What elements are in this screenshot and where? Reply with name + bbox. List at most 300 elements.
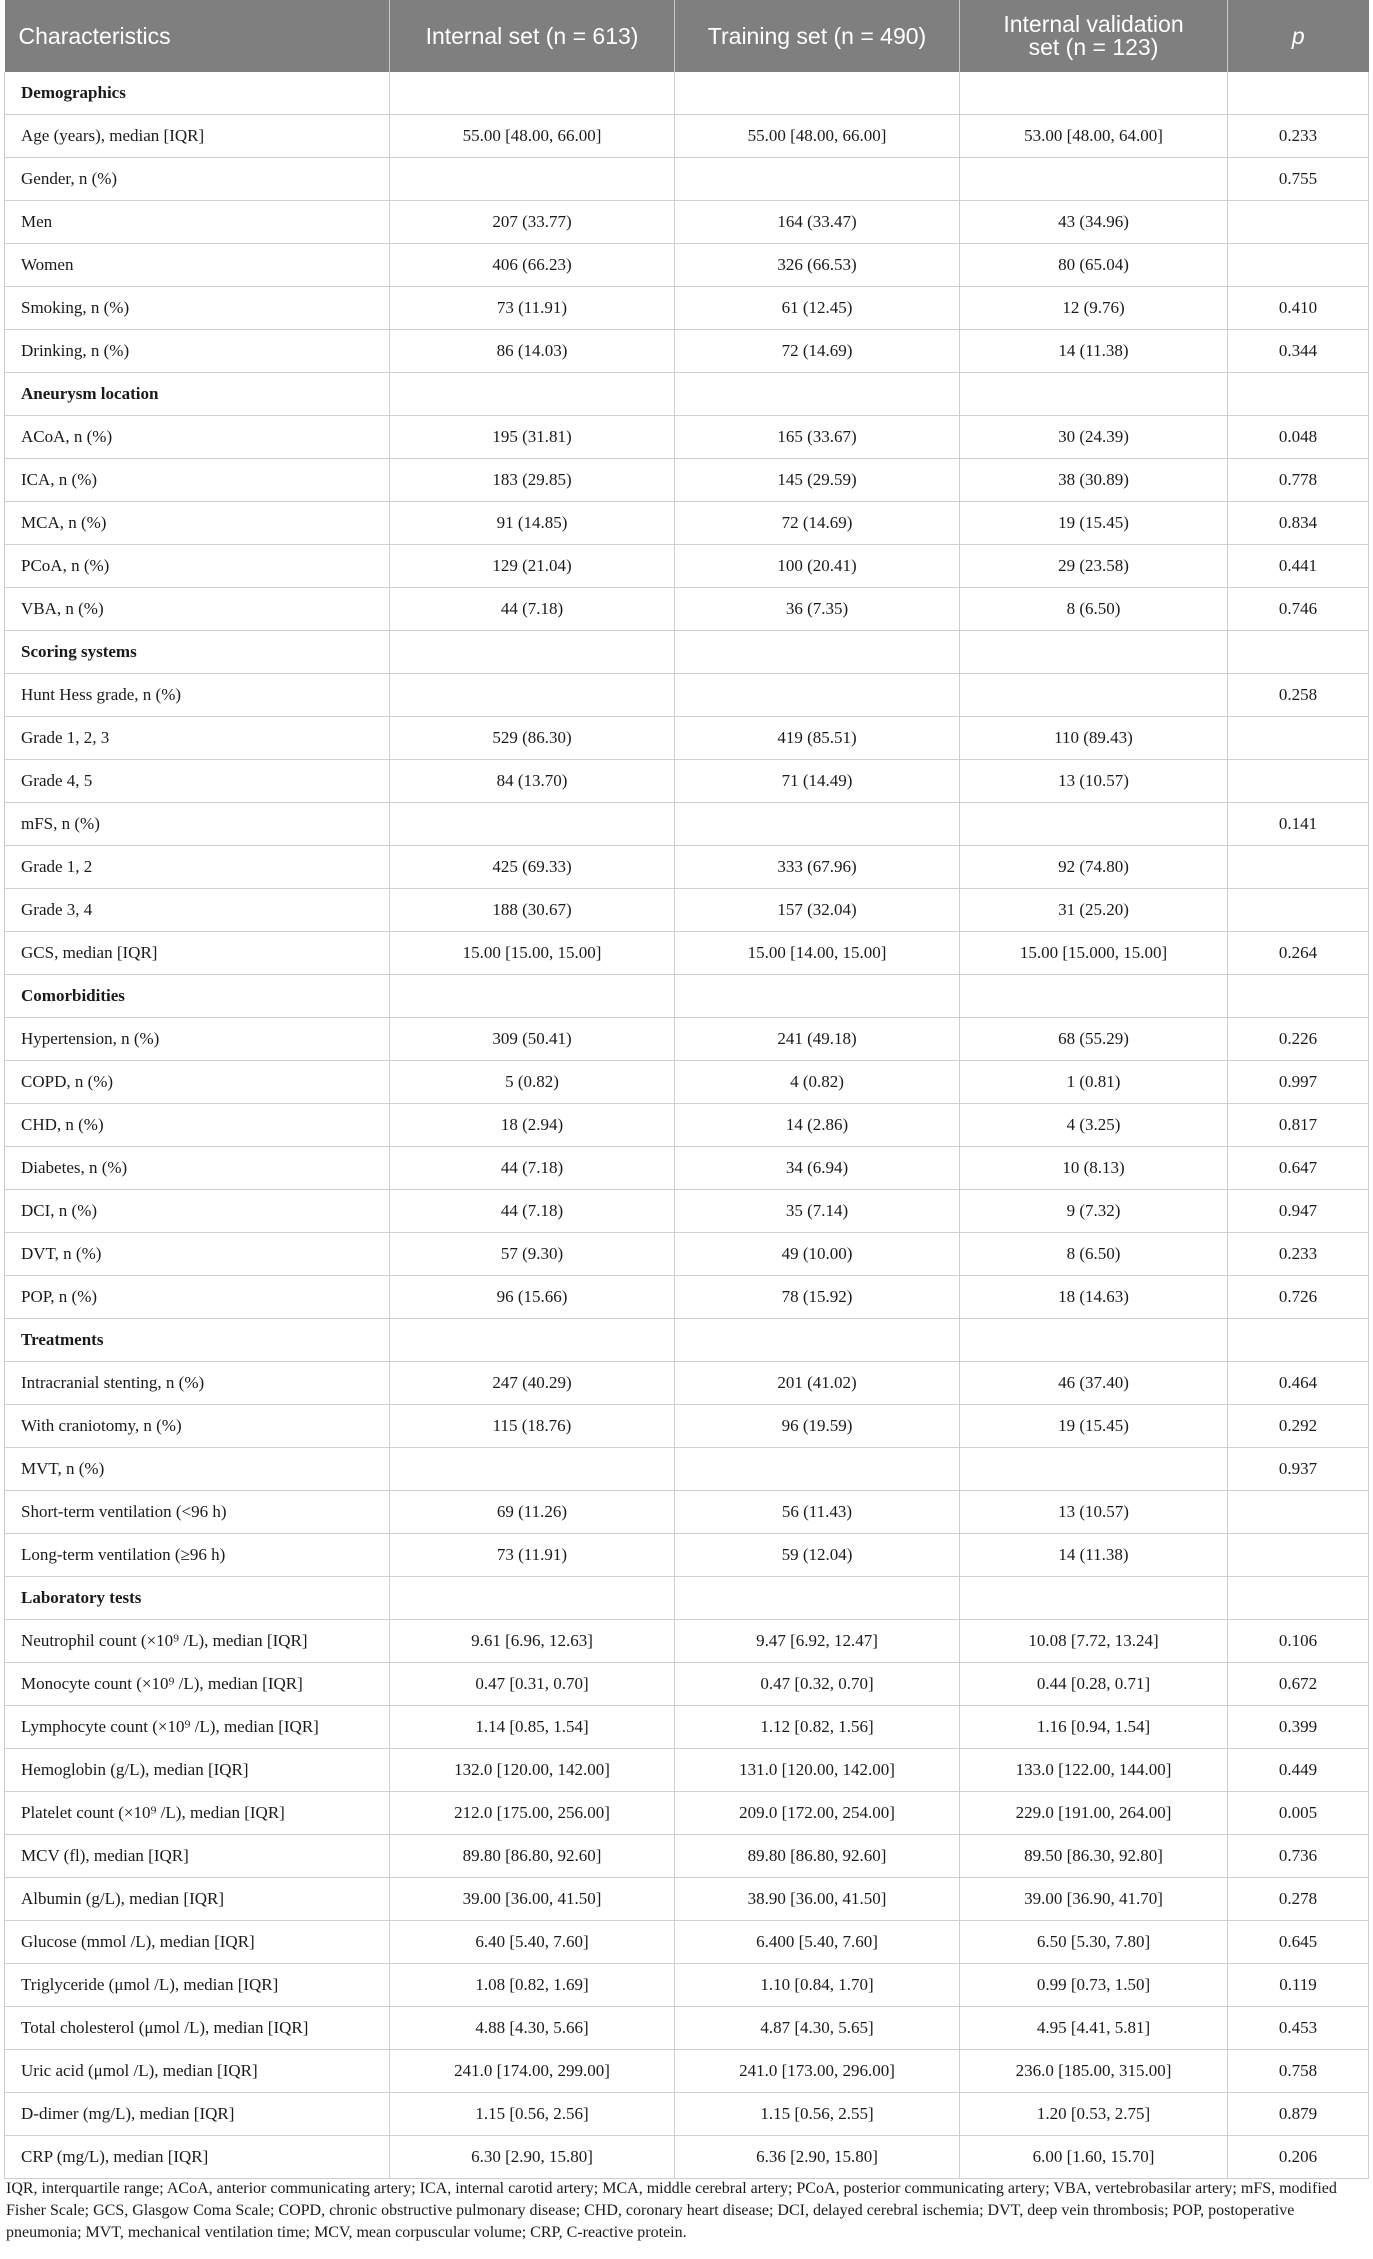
internal-set-value: 188 (30.67)	[390, 889, 675, 932]
row-label: Uric acid (μmol /L), median [IQR]	[5, 2050, 390, 2093]
validation-set-value: 39.00 [36.90, 41.70]	[960, 1878, 1228, 1921]
validation-set-value	[960, 373, 1228, 416]
training-set-value: 14 (2.86)	[675, 1104, 960, 1147]
p-value: 0.141	[1228, 803, 1369, 846]
p-value	[1228, 201, 1369, 244]
p-value: 0.746	[1228, 588, 1369, 631]
internal-set-value: 309 (50.41)	[390, 1018, 675, 1061]
row-label: ACoA, n (%)	[5, 416, 390, 459]
table-row	[5, 846, 1369, 889]
table-row	[5, 760, 1369, 803]
p-value: 0.778	[1228, 459, 1369, 502]
internal-set-value	[390, 975, 675, 1018]
row-label: Grade 1, 2, 3	[5, 717, 390, 760]
training-set-value: 71 (14.49)	[675, 760, 960, 803]
internal-set-value: 44 (7.18)	[390, 1147, 675, 1190]
row-label: Demographics	[5, 72, 390, 115]
row-label: MCA, n (%)	[5, 502, 390, 545]
row-label: Age (years), median [IQR]	[5, 115, 390, 158]
row-label: DCI, n (%)	[5, 1190, 390, 1233]
training-set-value	[675, 674, 960, 717]
validation-set-value: 6.00 [1.60, 15.70]	[960, 2136, 1228, 2179]
p-value: 0.449	[1228, 1749, 1369, 1792]
row-label: Long-term ventilation (≥96 h)	[5, 1534, 390, 1577]
table-row	[5, 1964, 1369, 2007]
row-label: Neutrophil count (×10⁹ /L), median [IQR]	[5, 1620, 390, 1663]
validation-set-value	[960, 803, 1228, 846]
p-value: 0.233	[1228, 115, 1369, 158]
p-value: 0.226	[1228, 1018, 1369, 1061]
training-set-value	[675, 1319, 960, 1362]
training-set-value: 419 (85.51)	[675, 717, 960, 760]
validation-set-value: 236.0 [185.00, 315.00]	[960, 2050, 1228, 2093]
p-value: 0.106	[1228, 1620, 1369, 1663]
internal-set-value: 86 (14.03)	[390, 330, 675, 373]
validation-set-value: 4 (3.25)	[960, 1104, 1228, 1147]
validation-set-value: 19 (15.45)	[960, 1405, 1228, 1448]
p-value: 0.005	[1228, 1792, 1369, 1835]
p-value: 0.672	[1228, 1663, 1369, 1706]
validation-set-value: 46 (37.40)	[960, 1362, 1228, 1405]
p-value: 0.264	[1228, 932, 1369, 975]
validation-set-value	[960, 975, 1228, 1018]
training-set-value	[675, 1448, 960, 1491]
training-set-value: 326 (66.53)	[675, 244, 960, 287]
internal-set-value: 69 (11.26)	[390, 1491, 675, 1534]
p-value	[1228, 1319, 1369, 1362]
validation-set-value: 0.99 [0.73, 1.50]	[960, 1964, 1228, 2007]
section-row	[5, 975, 1369, 1018]
training-set-value: 157 (32.04)	[675, 889, 960, 932]
training-set-value: 49 (10.00)	[675, 1233, 960, 1276]
training-set-value: 9.47 [6.92, 12.47]	[675, 1620, 960, 1663]
table-row	[5, 1878, 1369, 1921]
row-label: Treatments	[5, 1319, 390, 1362]
internal-set-value: 0.47 [0.31, 0.70]	[390, 1663, 675, 1706]
internal-set-value	[390, 803, 675, 846]
validation-set-value	[960, 1577, 1228, 1620]
table-row	[5, 2007, 1369, 2050]
row-label: ICA, n (%)	[5, 459, 390, 502]
table-row	[5, 158, 1369, 201]
validation-set-value: 38 (30.89)	[960, 459, 1228, 502]
table-row	[5, 1405, 1369, 1448]
table-row	[5, 1620, 1369, 1663]
p-value: 0.233	[1228, 1233, 1369, 1276]
training-set-value: 6.36 [2.90, 15.80]	[675, 2136, 960, 2179]
p-value	[1228, 717, 1369, 760]
table-row	[5, 1190, 1369, 1233]
row-label: Albumin (g/L), median [IQR]	[5, 1878, 390, 1921]
internal-set-value: 1.15 [0.56, 2.56]	[390, 2093, 675, 2136]
training-set-value: 1.12 [0.82, 1.56]	[675, 1706, 960, 1749]
training-set-value: 209.0 [172.00, 254.00]	[675, 1792, 960, 1835]
training-set-value: 55.00 [48.00, 66.00]	[675, 115, 960, 158]
internal-set-value: 247 (40.29)	[390, 1362, 675, 1405]
p-value: 0.344	[1228, 330, 1369, 373]
training-set-value: 72 (14.69)	[675, 502, 960, 545]
internal-set-value: 57 (9.30)	[390, 1233, 675, 1276]
validation-set-value: 92 (74.80)	[960, 846, 1228, 889]
internal-set-value: 91 (14.85)	[390, 502, 675, 545]
table-row	[5, 244, 1369, 287]
row-label: D-dimer (mg/L), median [IQR]	[5, 2093, 390, 2136]
validation-set-value: 0.44 [0.28, 0.71]	[960, 1663, 1228, 1706]
header-row	[5, 0, 1369, 72]
training-set-value: 96 (19.59)	[675, 1405, 960, 1448]
table-row	[5, 1835, 1369, 1878]
row-label: DVT, n (%)	[5, 1233, 390, 1276]
table-row	[5, 717, 1369, 760]
internal-set-value: 55.00 [48.00, 66.00]	[390, 115, 675, 158]
validation-set-value: 1.20 [0.53, 2.75]	[960, 2093, 1228, 2136]
table-row	[5, 1104, 1369, 1147]
header-validation-set	[960, 0, 1228, 72]
training-set-value: 100 (20.41)	[675, 545, 960, 588]
p-value	[1228, 889, 1369, 932]
training-set-value	[675, 631, 960, 674]
training-set-value: 164 (33.47)	[675, 201, 960, 244]
p-value: 0.410	[1228, 287, 1369, 330]
row-label: GCS, median [IQR]	[5, 932, 390, 975]
validation-set-value: 31 (25.20)	[960, 889, 1228, 932]
table-row	[5, 1061, 1369, 1104]
training-set-value	[675, 72, 960, 115]
table-row	[5, 502, 1369, 545]
internal-set-value: 406 (66.23)	[390, 244, 675, 287]
p-value: 0.947	[1228, 1190, 1369, 1233]
table-row	[5, 1362, 1369, 1405]
internal-set-value	[390, 1319, 675, 1362]
p-value: 0.879	[1228, 2093, 1369, 2136]
validation-set-value: 18 (14.63)	[960, 1276, 1228, 1319]
p-value: 0.206	[1228, 2136, 1369, 2179]
table-row	[5, 201, 1369, 244]
table-row	[5, 1276, 1369, 1319]
table-row	[5, 330, 1369, 373]
row-label: Hemoglobin (g/L), median [IQR]	[5, 1749, 390, 1792]
training-set-value: 34 (6.94)	[675, 1147, 960, 1190]
validation-set-value: 13 (10.57)	[960, 1491, 1228, 1534]
validation-set-value: 80 (65.04)	[960, 244, 1228, 287]
p-value: 0.258	[1228, 674, 1369, 717]
internal-set-value: 89.80 [86.80, 92.60]	[390, 1835, 675, 1878]
p-value: 0.399	[1228, 1706, 1369, 1749]
p-value	[1228, 760, 1369, 803]
table-row	[5, 1233, 1369, 1276]
internal-set-value: 241.0 [174.00, 299.00]	[390, 2050, 675, 2093]
training-set-value: 145 (29.59)	[675, 459, 960, 502]
internal-set-value: 44 (7.18)	[390, 588, 675, 631]
p-value	[1228, 244, 1369, 287]
validation-set-value: 8 (6.50)	[960, 1233, 1228, 1276]
validation-set-value: 89.50 [86.30, 92.80]	[960, 1835, 1228, 1878]
row-label: COPD, n (%)	[5, 1061, 390, 1104]
row-label: Hypertension, n (%)	[5, 1018, 390, 1061]
table-row	[5, 1706, 1369, 1749]
internal-set-value: 4.88 [4.30, 5.66]	[390, 2007, 675, 2050]
row-label: VBA, n (%)	[5, 588, 390, 631]
p-value	[1228, 975, 1369, 1018]
row-label: Glucose (mmol /L), median [IQR]	[5, 1921, 390, 1964]
row-label: MVT, n (%)	[5, 1448, 390, 1491]
p-value	[1228, 631, 1369, 674]
training-set-value: 4 (0.82)	[675, 1061, 960, 1104]
validation-set-value: 110 (89.43)	[960, 717, 1228, 760]
validation-set-value	[960, 1448, 1228, 1491]
table-row	[5, 1491, 1369, 1534]
table-row	[5, 416, 1369, 459]
header-characteristics: Characteristics	[5, 0, 390, 72]
row-label: MCV (fl), median [IQR]	[5, 1835, 390, 1878]
p-value	[1228, 72, 1369, 115]
internal-set-value: 5 (0.82)	[390, 1061, 675, 1104]
characteristics-table-container	[4, 0, 1368, 2179]
p-value: 0.817	[1228, 1104, 1369, 1147]
header-validation-line2: set (n = 123)	[1028, 34, 1159, 60]
row-label: Aneurysm location	[5, 373, 390, 416]
validation-set-value: 8 (6.50)	[960, 588, 1228, 631]
header-validation-line1: Internal validation	[1003, 11, 1184, 37]
internal-set-value	[390, 158, 675, 201]
row-label: Men	[5, 201, 390, 244]
training-set-value: 15.00 [14.00, 15.00]	[675, 932, 960, 975]
internal-set-value: 183 (29.85)	[390, 459, 675, 502]
p-value: 0.453	[1228, 2007, 1369, 2050]
row-label: Hunt Hess grade, n (%)	[5, 674, 390, 717]
table-row	[5, 2136, 1369, 2179]
internal-set-value	[390, 631, 675, 674]
validation-set-value: 43 (34.96)	[960, 201, 1228, 244]
training-set-value: 36 (7.35)	[675, 588, 960, 631]
validation-set-value	[960, 1319, 1228, 1362]
p-value: 0.736	[1228, 1835, 1369, 1878]
training-set-value: 333 (67.96)	[675, 846, 960, 889]
header-p: p	[1228, 0, 1369, 72]
p-value	[1228, 1491, 1369, 1534]
validation-set-value: 14 (11.38)	[960, 1534, 1228, 1577]
training-set-value: 38.90 [36.00, 41.50]	[675, 1878, 960, 1921]
internal-set-value: 425 (69.33)	[390, 846, 675, 889]
p-value: 0.441	[1228, 545, 1369, 588]
internal-set-value: 9.61 [6.96, 12.63]	[390, 1620, 675, 1663]
validation-set-value	[960, 631, 1228, 674]
p-value: 0.278	[1228, 1878, 1369, 1921]
validation-set-value: 29 (23.58)	[960, 545, 1228, 588]
training-set-value: 6.400 [5.40, 7.60]	[675, 1921, 960, 1964]
header-internal-set: Internal set (n = 613)	[390, 0, 675, 72]
validation-set-value: 19 (15.45)	[960, 502, 1228, 545]
training-set-value: 78 (15.92)	[675, 1276, 960, 1319]
internal-set-value: 96 (15.66)	[390, 1276, 675, 1319]
training-set-value: 241 (49.18)	[675, 1018, 960, 1061]
validation-set-value: 12 (9.76)	[960, 287, 1228, 330]
validation-set-value	[960, 158, 1228, 201]
training-set-value: 59 (12.04)	[675, 1534, 960, 1577]
row-label: Gender, n (%)	[5, 158, 390, 201]
row-label: Intracranial stenting, n (%)	[5, 1362, 390, 1405]
row-label: Platelet count (×10⁹ /L), median [IQR]	[5, 1792, 390, 1835]
training-set-value: 131.0 [120.00, 142.00]	[675, 1749, 960, 1792]
p-value	[1228, 1577, 1369, 1620]
row-label: Diabetes, n (%)	[5, 1147, 390, 1190]
row-label: Grade 3, 4	[5, 889, 390, 932]
row-label: Drinking, n (%)	[5, 330, 390, 373]
validation-set-value	[960, 72, 1228, 115]
p-value: 0.937	[1228, 1448, 1369, 1491]
training-set-value: 1.15 [0.56, 2.55]	[675, 2093, 960, 2136]
table-row	[5, 932, 1369, 975]
internal-set-value: 73 (11.91)	[390, 1534, 675, 1577]
row-label: Short-term ventilation (<96 h)	[5, 1491, 390, 1534]
internal-set-value: 129 (21.04)	[390, 545, 675, 588]
row-label: Laboratory tests	[5, 1577, 390, 1620]
p-value	[1228, 846, 1369, 889]
row-label: Comorbidities	[5, 975, 390, 1018]
validation-set-value: 10 (8.13)	[960, 1147, 1228, 1190]
row-label: Lymphocyte count (×10⁹ /L), median [IQR]	[5, 1706, 390, 1749]
table-row	[5, 1663, 1369, 1706]
table-row	[5, 889, 1369, 932]
internal-set-value: 18 (2.94)	[390, 1104, 675, 1147]
training-set-value: 165 (33.67)	[675, 416, 960, 459]
internal-set-value: 529 (86.30)	[390, 717, 675, 760]
internal-set-value	[390, 1448, 675, 1491]
row-label: Smoking, n (%)	[5, 287, 390, 330]
p-value	[1228, 1534, 1369, 1577]
validation-set-value: 229.0 [191.00, 264.00]	[960, 1792, 1228, 1835]
table-row	[5, 1792, 1369, 1835]
p-value: 0.834	[1228, 502, 1369, 545]
section-row	[5, 72, 1369, 115]
characteristics-table	[4, 0, 1369, 2179]
table-row	[5, 1534, 1369, 1577]
section-row	[5, 373, 1369, 416]
internal-set-value	[390, 373, 675, 416]
validation-set-value: 1.16 [0.94, 1.54]	[960, 1706, 1228, 1749]
validation-set-value: 1 (0.81)	[960, 1061, 1228, 1104]
row-label: Triglyceride (μmol /L), median [IQR]	[5, 1964, 390, 2007]
table-row	[5, 1147, 1369, 1190]
training-set-value: 0.47 [0.32, 0.70]	[675, 1663, 960, 1706]
internal-set-value: 15.00 [15.00, 15.00]	[390, 932, 675, 975]
p-value: 0.464	[1228, 1362, 1369, 1405]
internal-set-value: 195 (31.81)	[390, 416, 675, 459]
validation-set-value: 15.00 [15.000, 15.00]	[960, 932, 1228, 975]
validation-set-value: 68 (55.29)	[960, 1018, 1228, 1061]
section-row	[5, 1577, 1369, 1620]
row-label: CHD, n (%)	[5, 1104, 390, 1147]
row-label: Grade 1, 2	[5, 846, 390, 889]
table-header	[5, 0, 1369, 72]
row-label: Grade 4, 5	[5, 760, 390, 803]
training-set-value	[675, 803, 960, 846]
internal-set-value: 132.0 [120.00, 142.00]	[390, 1749, 675, 1792]
internal-set-value: 115 (18.76)	[390, 1405, 675, 1448]
row-label: Monocyte count (×10⁹ /L), median [IQR]	[5, 1663, 390, 1706]
training-set-value: 4.87 [4.30, 5.65]	[675, 2007, 960, 2050]
internal-set-value: 1.08 [0.82, 1.69]	[390, 1964, 675, 2007]
p-value: 0.119	[1228, 1964, 1369, 2007]
validation-set-value: 6.50 [5.30, 7.80]	[960, 1921, 1228, 1964]
internal-set-value: 6.30 [2.90, 15.80]	[390, 2136, 675, 2179]
training-set-value	[675, 975, 960, 1018]
training-set-value: 72 (14.69)	[675, 330, 960, 373]
row-label: CRP (mg/L), median [IQR]	[5, 2136, 390, 2179]
table-row	[5, 2050, 1369, 2093]
p-value: 0.726	[1228, 1276, 1369, 1319]
section-row	[5, 631, 1369, 674]
validation-set-value: 133.0 [122.00, 144.00]	[960, 1749, 1228, 1792]
table-body	[5, 72, 1369, 2179]
internal-set-value: 207 (33.77)	[390, 201, 675, 244]
validation-set-value	[960, 674, 1228, 717]
training-set-value: 56 (11.43)	[675, 1491, 960, 1534]
section-row	[5, 1319, 1369, 1362]
training-set-value: 241.0 [173.00, 296.00]	[675, 2050, 960, 2093]
training-set-value	[675, 158, 960, 201]
table-row	[5, 588, 1369, 631]
table-row	[5, 1921, 1369, 1964]
p-value: 0.758	[1228, 2050, 1369, 2093]
row-label: mFS, n (%)	[5, 803, 390, 846]
training-set-value: 89.80 [86.80, 92.60]	[675, 1835, 960, 1878]
p-value: 0.048	[1228, 416, 1369, 459]
validation-set-value: 30 (24.39)	[960, 416, 1228, 459]
row-label: Women	[5, 244, 390, 287]
row-label: Total cholesterol (μmol /L), median [IQR]	[5, 2007, 390, 2050]
table-footnote: IQR, interquartile range; ACoA, anterior communicating artery; ICA, internal carotid artery; MCA, middle cerebral artery; PCoA, posterior communicating artery; VBA, vertebrobasilar artery; mFS, modified Fisher Scale; GCS, Glasgow Coma Scale; COPD, chronic obstructive pulmonary disease; CHD, coronary heart disease; DCI, delayed cerebral ischemia; DVT, deep vein thrombosis; POP, postoperative pneumonia; MVT, mechanical ventilation time; MCV, mean corpuscular volume; CRP, C-reactive protein.	[6, 2180, 1337, 2241]
internal-set-value: 39.00 [36.00, 41.50]	[390, 1878, 675, 1921]
p-value: 0.292	[1228, 1405, 1369, 1448]
p-value: 0.997	[1228, 1061, 1369, 1104]
training-set-value: 35 (7.14)	[675, 1190, 960, 1233]
header-training-set: Training set (n = 490)	[675, 0, 960, 72]
row-label: POP, n (%)	[5, 1276, 390, 1319]
training-set-value: 1.10 [0.84, 1.70]	[675, 1964, 960, 2007]
internal-set-value: 84 (13.70)	[390, 760, 675, 803]
validation-set-value: 10.08 [7.72, 13.24]	[960, 1620, 1228, 1663]
row-label: Scoring systems	[5, 631, 390, 674]
training-set-value	[675, 1577, 960, 1620]
table-row	[5, 1448, 1369, 1491]
training-set-value	[675, 373, 960, 416]
validation-set-value: 9 (7.32)	[960, 1190, 1228, 1233]
table-row	[5, 2093, 1369, 2136]
p-value: 0.755	[1228, 158, 1369, 201]
p-value	[1228, 373, 1369, 416]
validation-set-value: 4.95 [4.41, 5.81]	[960, 2007, 1228, 2050]
p-value: 0.647	[1228, 1147, 1369, 1190]
validation-set-value: 13 (10.57)	[960, 760, 1228, 803]
table-row	[5, 459, 1369, 502]
internal-set-value	[390, 1577, 675, 1620]
table-row	[5, 803, 1369, 846]
internal-set-value: 1.14 [0.85, 1.54]	[390, 1706, 675, 1749]
internal-set-value: 44 (7.18)	[390, 1190, 675, 1233]
validation-set-value: 53.00 [48.00, 64.00]	[960, 115, 1228, 158]
internal-set-value	[390, 72, 675, 115]
table-row	[5, 287, 1369, 330]
internal-set-value: 6.40 [5.40, 7.60]	[390, 1921, 675, 1964]
training-set-value: 61 (12.45)	[675, 287, 960, 330]
table-row	[5, 674, 1369, 717]
internal-set-value: 212.0 [175.00, 256.00]	[390, 1792, 675, 1835]
table-row	[5, 1018, 1369, 1061]
internal-set-value: 73 (11.91)	[390, 287, 675, 330]
row-label: PCoA, n (%)	[5, 545, 390, 588]
training-set-value: 201 (41.02)	[675, 1362, 960, 1405]
